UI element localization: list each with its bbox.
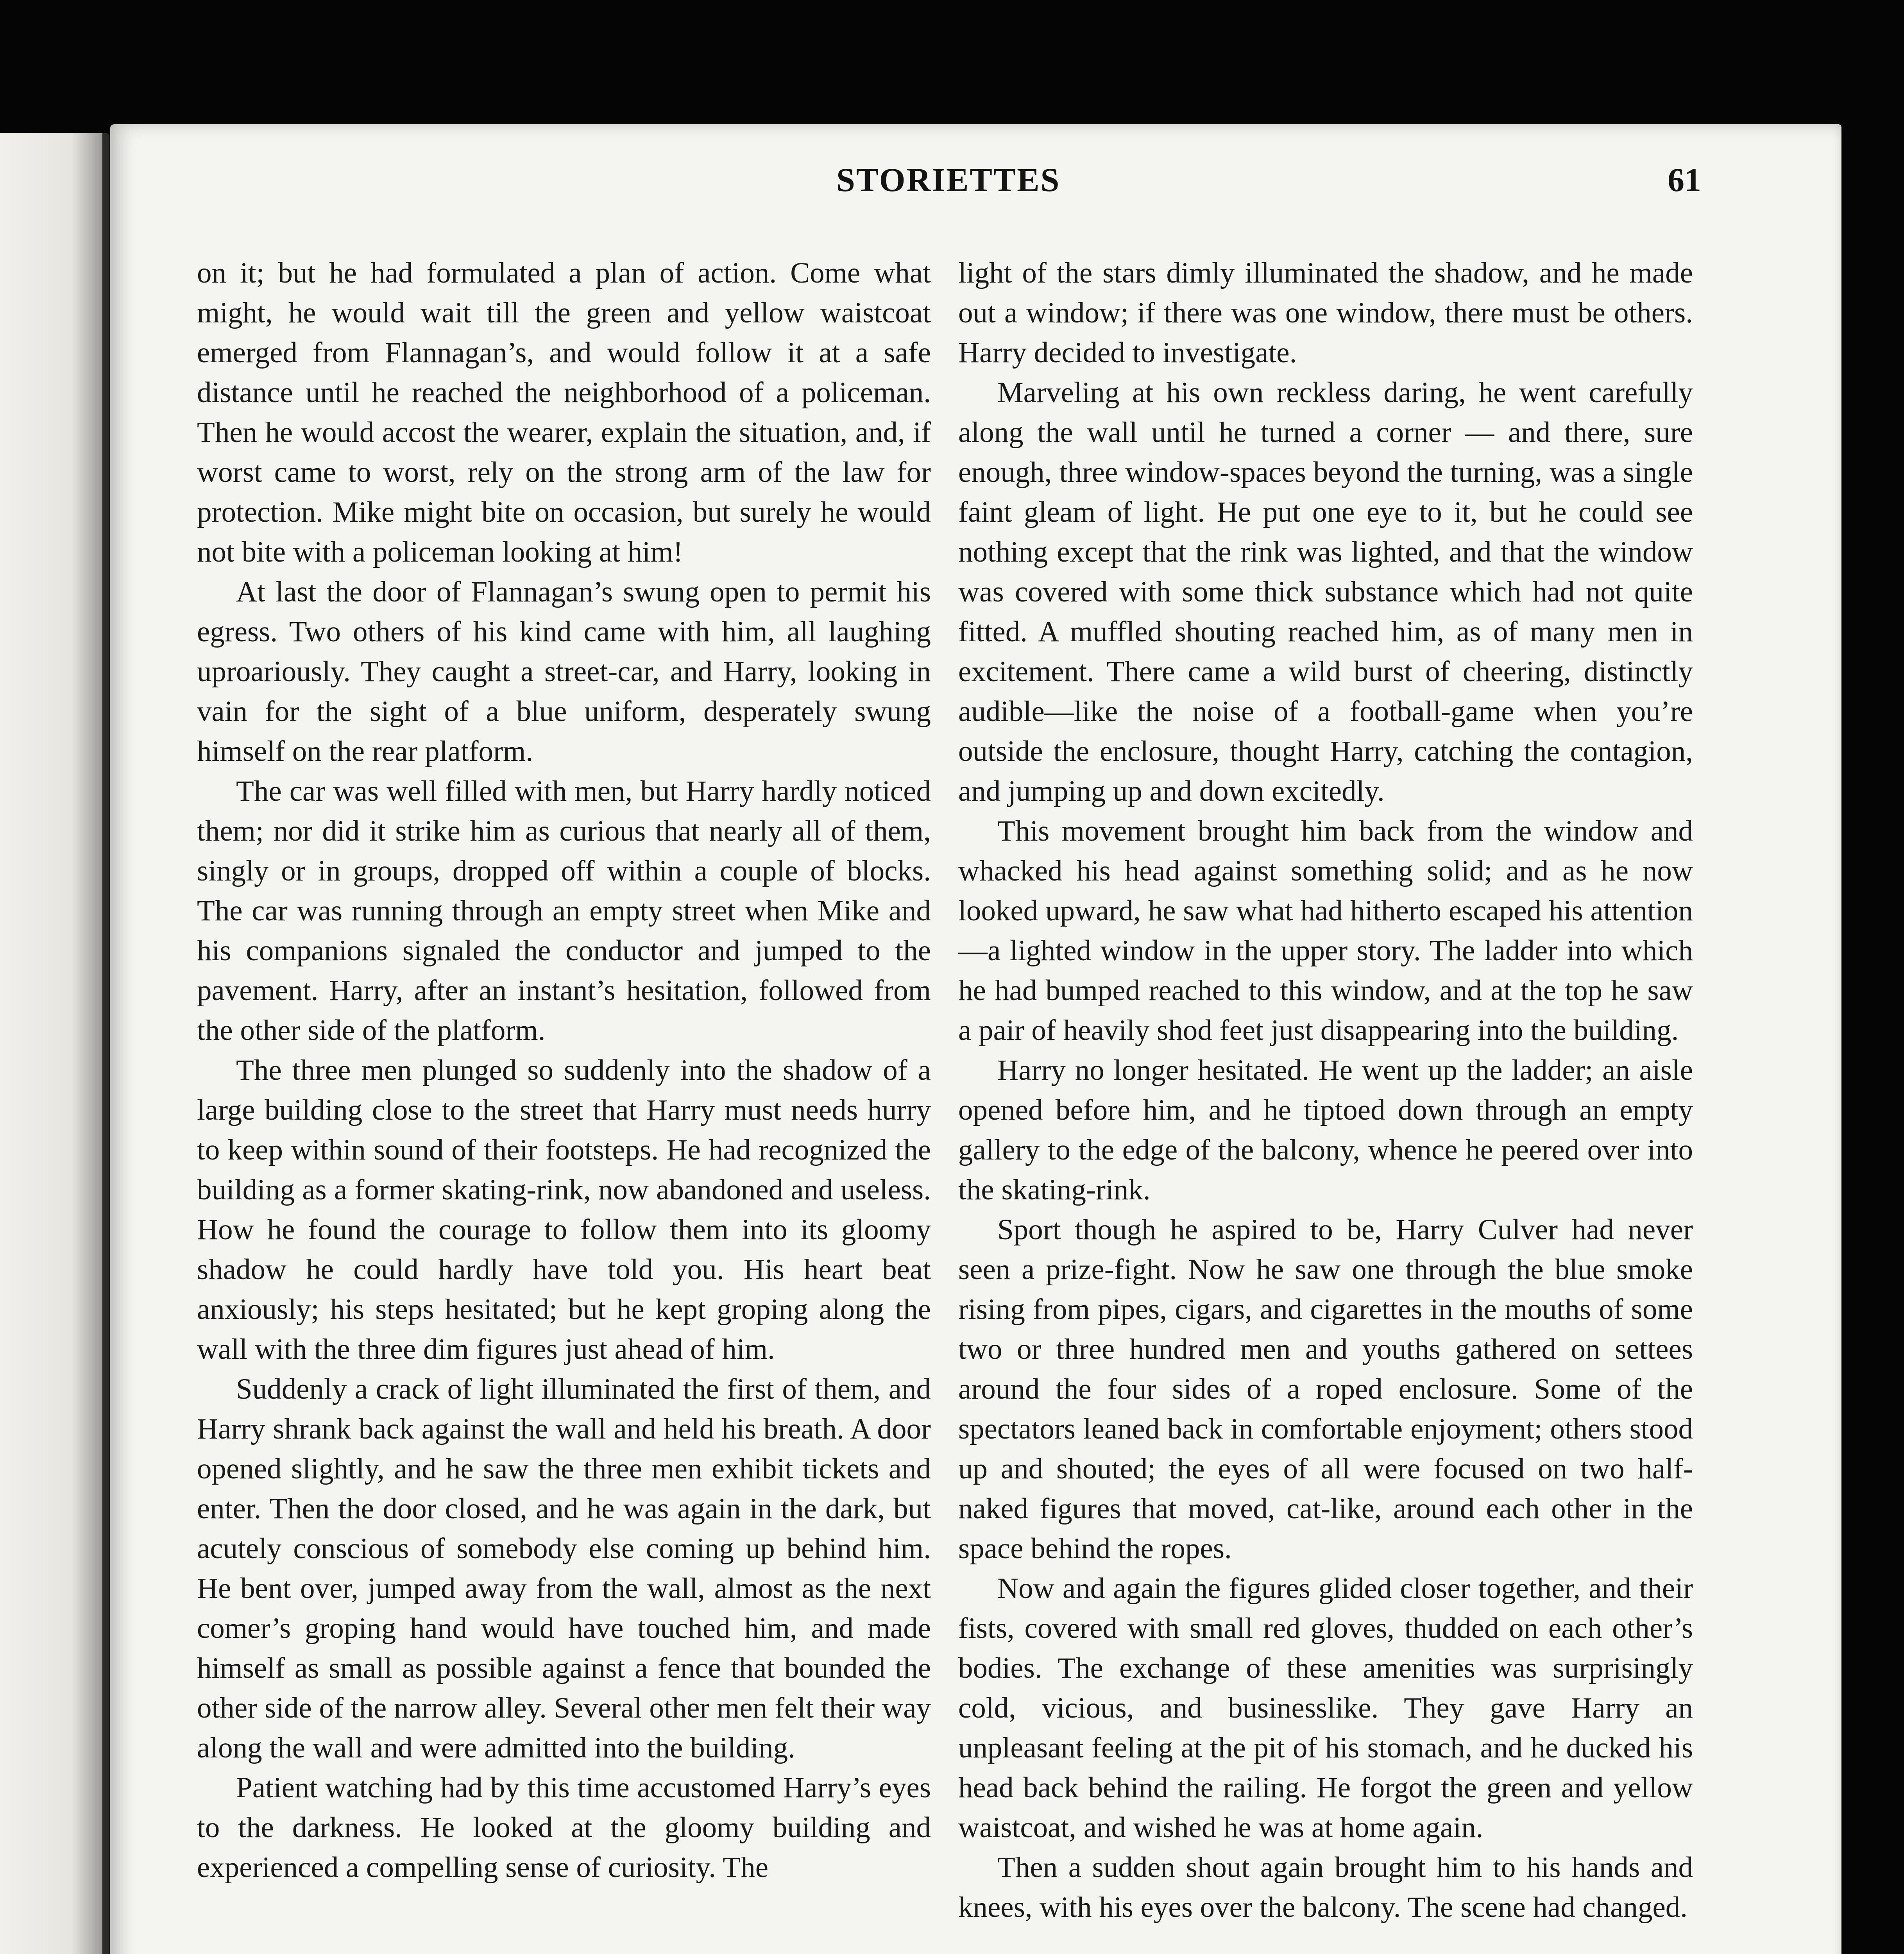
page-number: 61 bbox=[1668, 161, 1701, 199]
running-title: STORIETTES bbox=[836, 161, 1061, 199]
paragraph: Sport though he aspired to be, Harry Culver had never seen a prize-fight. Now he saw one through the blue smoke rising from pipes, cigars, and cigarettes in the mouths of some two or three hundred men and youths gathered on settees around the four sides of a roped enclosure. Some of the spectators leaned back in comfortable enjoyment; others stood up and shouted; the eyes of all were focused on two half-naked figures that moved, cat-like, around each other in the space behind the ropes. bbox=[958, 1213, 1693, 1565]
paragraph: Harry no longer hesitated. He went up the ladder; an aisle opened before him, and he tiptoed down through an empty gallery to the edge of the balcony, whence he peered over into the skating-rink. bbox=[958, 1054, 1693, 1206]
paragraph: Now and again the figures glided closer together, and their fists, covered with small red gloves, thudded on each other’s bodies. The exchange of these amenities was surprisingly cold, vicious, and businesslike. They gave Harry an unpleasant feeling at the pit of his stomach, and he ducked his head back behind the railing. He forgot the green and yellow waistcoat, and wished he was at home again. bbox=[958, 1572, 1693, 1844]
paragraph: The car was well filled with men, but Harry hardly noticed them; nor did it strike him as curious that nearly all of them, singly or in groups, dropped off within a couple of blocks. The car was running through an empty street when Mike and his companions signaled the conductor and jumped to the pavement. Harry, after an instant’s hesitation, followed from the other side of the platform. bbox=[197, 775, 931, 1047]
left-text-column bbox=[197, 253, 931, 1888]
paragraph: on it; but he had formulated a plan of action. Come what might, he would wait till the green and yellow waistcoat emerged from Flannagan’s, and would follow it at a safe distance until he reached the neighborhood of a policeman. Then he would accost the wearer, explain the situation, and, if worst came to worst, rely on the strong arm of the law for protection. Mike might bite on occasion, but surely he would not bite with a policeman looking at him! bbox=[197, 257, 931, 568]
facing-page-edge bbox=[0, 133, 109, 1954]
paragraph: Patient watching had by this time accustomed Harry’s eyes to the darkness. He looked at the gloomy building and experienced a compelling sense of curiosity. The bbox=[197, 1771, 931, 1884]
paragraph: Suddenly a crack of light illuminated the first of them, and Harry shrank back against the wall and held his breath. A door opened slightly, and he saw the three men exhibit tickets and enter. Then the door closed, and he was again in the dark, but acutely conscious of somebody else coming up behind him. He bent over, jumped away from the wall, almost as the next comer’s groping hand would have touched him, and made himself as small as possible against a fence that bounded the other side of the narrow alley. Several other men felt their way along the wall and were admitted into the building. bbox=[197, 1373, 931, 1764]
paragraph: The three men plunged so suddenly into the shadow of a large building close to the street that Harry must needs hurry to keep within sound of their footsteps. He had recognized the building as a former skating-rink, now abandoned and useless. How he found the courage to follow them into its gloomy shadow he could hardly have told you. His heart beat anxiously; his steps hesitated; but he kept groping along the wall with the three dim figures just ahead of him. bbox=[197, 1054, 931, 1365]
right-text-column bbox=[958, 253, 1693, 1927]
paragraph: This movement brought him back from the window and whacked his head against something solid; and as he now looked upward, he saw what had hitherto escaped his attention—a lighted window in the upper story. The ladder into which he had bumped reached to this window, and at the top he saw a pair of heavily shod feet just disappearing into the building. bbox=[958, 815, 1693, 1047]
paragraph: Then a sudden shout again brought him to his hands and knees, with his eyes over the balcony. The scene had changed. bbox=[958, 1851, 1693, 1924]
running-head bbox=[110, 160, 1841, 207]
paragraph: At last the door of Flannagan’s swung open to permit his egress. Two others of his kind came with him, all laughing uproariously. They caught a street-car, and Harry, looking in vain for the sight of a blue uniform, desperately swung himself on the rear platform. bbox=[197, 576, 931, 768]
paragraph: light of the stars dimly illuminated the shadow, and he made out a window; if there was one window, there must be others. Harry decided to investigate. bbox=[958, 257, 1693, 369]
paragraph: Marveling at his own reckless daring, he went carefully along the wall until he turned a corner — and there, sure enough, three window-spaces beyond the turning, was a single faint gleam of light. He put one eye to it, but he could see nothing except that the rink was lighted, and that the window was covered with some thick substance which had not quite fitted. A muffled shouting reached him, as of many men in excitement. There came a wild burst of cheering, distinctly audible—like the noise of a football-game when you’re outside the enclosure, thought Harry, catching the contagion, and jumping up and down excitedly. bbox=[958, 376, 1693, 807]
magazine-page bbox=[110, 124, 1841, 1954]
